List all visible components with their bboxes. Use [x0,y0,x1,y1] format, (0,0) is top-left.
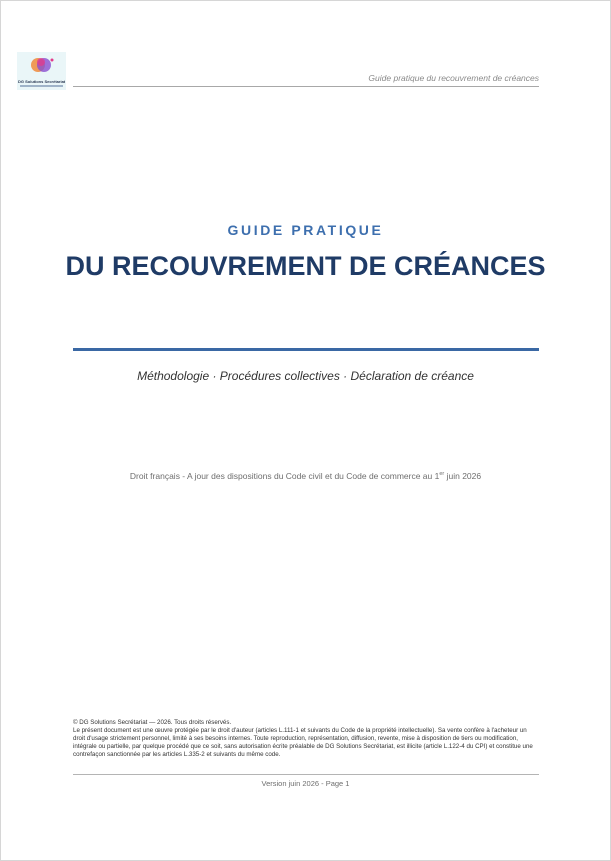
copyright-legal-text: Le présent document est une œuvre protégée par le droit d'auteur (articles L.111-1 et suivants du Code de la propriété intellectuelle). Sa vente confère à l'acheteur un droit d'usage strictement personnel, limité à ses besoins internes. Toute reproduction, représentation, diffusion, revente, mise à disposition de tiers ou modification, intégrale ou partielle, par quelque procédé que ce soit, sans autorisation écrite préalable de DG Solutions Secrétariat, est illicite (article L.122-4 du CPI) et constitue une contrefaçon sanctionnée par les articles L.335-2 et suivants du même code. [73,727,533,758]
copyright-line: © DG Solutions Secrétariat — 2026. Tous droits réservés. [73,719,232,726]
footer-divider [73,774,539,775]
law-note-suffix: juin 2026 [444,471,482,481]
title-divider [73,348,539,351]
law-note-prefix: Droit français - A jour des dispositions du Code civil et du Code de commerce au 1 [129,471,440,481]
company-logo [17,52,66,90]
cover-kicker: GUIDE PRATIQUE [227,222,384,238]
running-header: Guide pratique du recouvrement de créances [368,73,539,83]
cover-subtitle: Méthodologie · Procédures collectives · Déclaration de créance [137,369,474,383]
page-footer: Version juin 2026 - Page 1 [261,779,350,788]
header-divider [73,86,539,87]
copyright-notice [73,719,539,759]
logo-text: DG Solutions Secrétariat [18,79,66,84]
law-currency-note [1,471,610,481]
logo-tagline-bar [20,85,63,87]
cover-title: DU RECOUVREMENT DE CRÉANCES [65,251,546,281]
law-note-superscript: er [439,471,445,478]
